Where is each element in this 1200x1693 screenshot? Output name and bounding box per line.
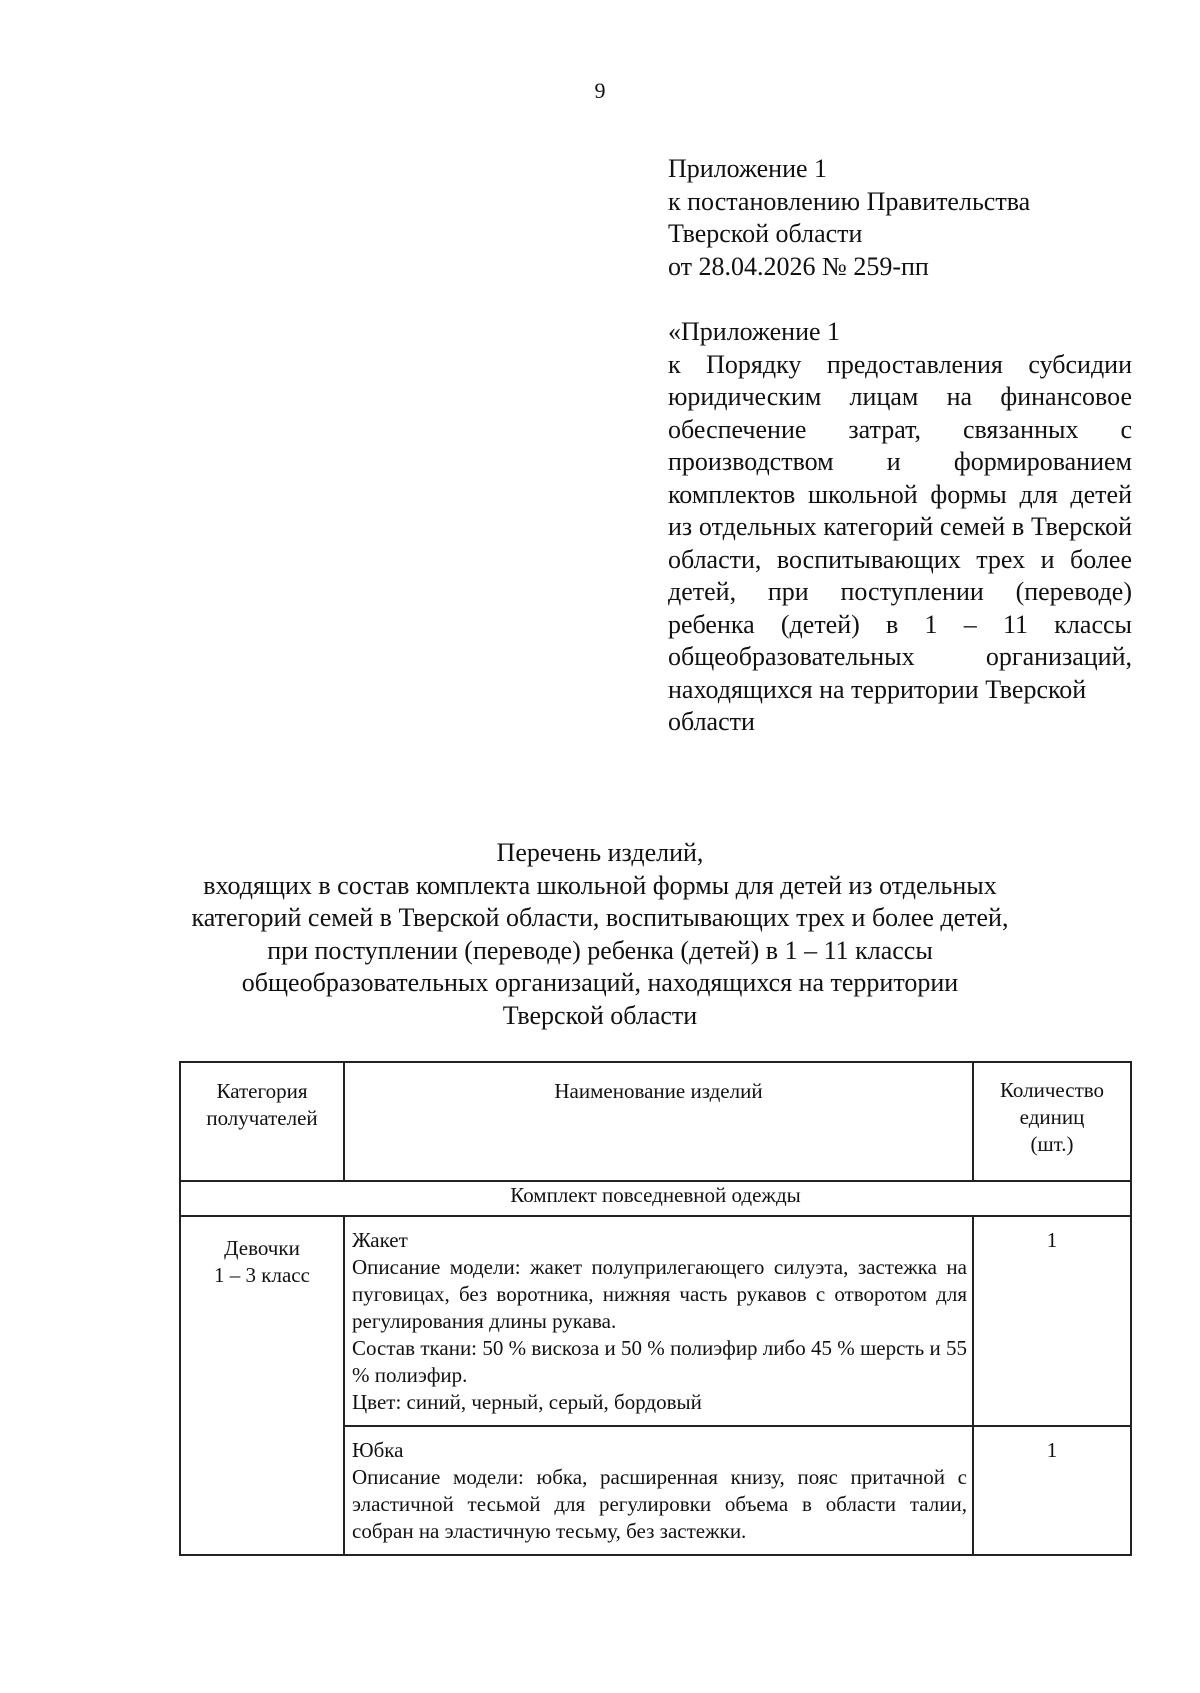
header-quantity [973,1062,1131,1181]
header-quantity-line: единиц [1019,1105,1085,1129]
header-category-line: получателей [206,1106,318,1130]
list-title-line: входящих в состав комплекта школьной формы для детей из отдельных [203,870,997,900]
category-cell [180,1216,344,1555]
header-quantity-line: (шт.) [1030,1132,1074,1156]
items-table [179,1061,1132,1556]
header-quantity-line: Количество [999,1078,1105,1102]
category-line: 1 – 3 класс [214,1263,310,1287]
item-description: Описание модели: жакет полуприлегающего силуэта, застежка на пуговицах, без воротника, нижняя часть рукавов с отворотом для регулирования длины рукава. [352,1255,967,1333]
header-category-line: Категория [216,1079,308,1103]
item-name: Юбка [352,1438,404,1462]
appendix-order-body: к Порядку предоставления субсидии юридическим лицам на финансовое обеспечение затрат, связанных с производством и формированием комплектов школьной формы для детей из отдельных категорий семей в Тверской области, воспитывающих трех и более детей, при поступлении (переводе) ребенка (детей) в 1 – 11 классы общеобразовательных организаций, находящихся на территории Тверской [668,349,1132,704]
appendix-header-line: Приложение 1 [668,154,828,183]
item-quantity: 1 [973,1426,1131,1555]
list-title-line: при поступлении (переводе) ребенка (детей) в 1 – 11 классы [267,935,933,965]
appendix-header-line: к постановлению Правительства [668,186,1031,216]
appendix-header-line: от 28.04.2026 № 259-пп [668,251,929,281]
table-header-row [180,1062,1131,1181]
appendix-order-last-line: области [668,707,755,736]
item-cell-skirt [344,1426,973,1555]
list-title-line: категорий семей в Тверской области, воспитывающих трех и более детей, [191,903,1009,933]
list-title [150,837,1050,1033]
list-title-line: Перечень изделий, [496,838,704,867]
appendix-header-line: Тверской области [668,219,863,248]
list-title-line: общеобразовательных организаций, находящихся на территории [241,968,959,998]
header-name: Наименование изделий [344,1062,973,1181]
section-title: Комплект повседневной одежды [180,1181,1131,1216]
appendix-order [668,316,1132,739]
list-title-line: Тверской области [502,1000,698,1030]
table-row [180,1216,1131,1426]
category-line: Девочки [224,1236,300,1260]
page-number: 9 [594,78,606,103]
item-color: Цвет: синий, черный, серый, бордовый [352,1390,702,1414]
header-category [180,1062,344,1181]
appendix-order-first-line: «Приложение 1 [668,317,841,346]
item-name: Жакет [352,1228,408,1252]
item-composition: Состав ткани: 50 % вискоза и 50 % полиэфир либо 45 % шерсть и 55 % полиэфир. [352,1336,967,1387]
item-cell-jacket [344,1216,973,1426]
item-description: Описание модели: юбка, расширенная книзу, пояс притачной с эластичной тесьмой для регулировки объема в области талии, собран на эластичную тесьму, без застежки. [352,1465,967,1543]
section-row [180,1181,1131,1216]
item-quantity: 1 [973,1216,1131,1426]
appendix-header [668,153,1132,283]
